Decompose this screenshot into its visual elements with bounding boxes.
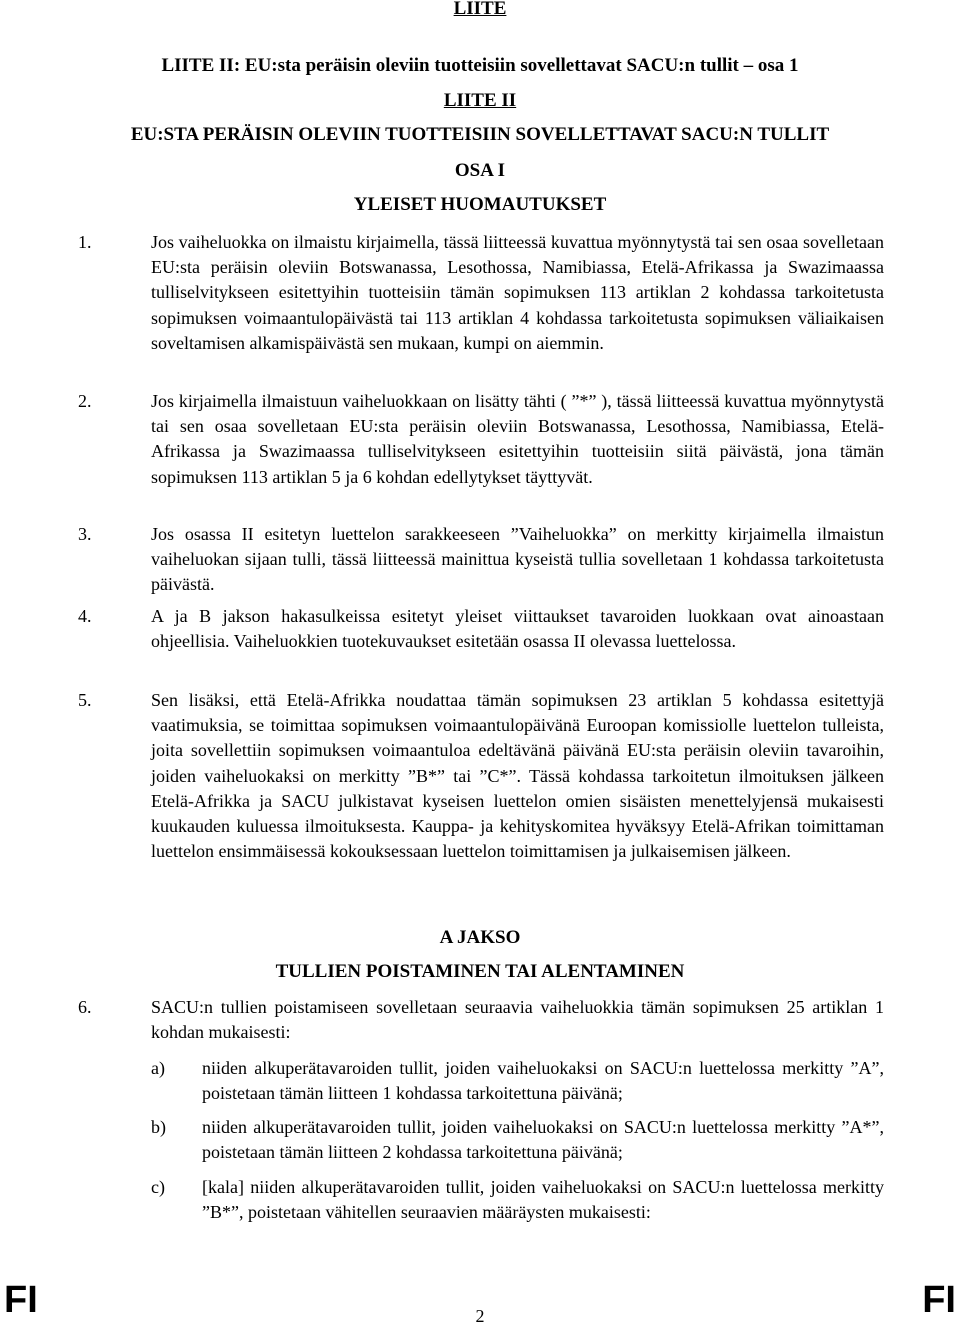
- general-notes-heading: YLEISET HUOMAUTUKSET: [353, 194, 607, 215]
- paragraph-text: SACU:n tullien poistamiseen sovelletaan seuraavia vaiheluokkia tämän sopimuksen 25 artiklan 1 kohdan mukaisesti:: [151, 997, 884, 1043]
- paragraph-5: [78, 688, 884, 864]
- list-item-text: niiden alkuperätavaroiden tullit, joiden vaiheluokaksi on SACU:n luettelossa merkitty ”A”, poistetaan tämän liitteen 1 kohdassa tarkoitettuna päivänä;: [202, 1058, 884, 1104]
- paragraph-text: Jos vaiheluokka on ilmaistu kirjaimella, tässä liitteessä kuvattua myönnytystä tai sen osaa sovelletaan EU:sta peräisin oleviin Botswanassa, Lesothossa, Namibiassa, Etelä-Afrikassa ja Swazimaassa tulliselvitykseen esitettyihin tuotteisiin tämän sopimuksen 113 artiklan 2 kohdassa tarkoitetusta sopimuksen voimaantulopäivästä tai 113 artiklan 4 kohdassa tarkoitetusta sopimuksen väliaikaisen soveltamisen alkamispäivästä sen mukaan, kumpi on aiemmin.: [151, 232, 884, 353]
- list-item-label: a): [151, 1058, 165, 1078]
- footer-language-right: FI: [922, 1279, 956, 1321]
- paragraph-2: [78, 389, 884, 490]
- section-a-subtitle: TULLIEN POISTAMINEN TAI ALENTAMINEN: [275, 961, 685, 982]
- annex-subtitle: LIITE II: EU:sta peräisin oleviin tuotteisiin sovellettavat SACU:n tullit – osa 1: [161, 55, 799, 76]
- paragraph-number: 1.: [78, 232, 92, 252]
- part-heading: OSA I: [454, 160, 506, 181]
- list-item-a: [151, 1056, 884, 1106]
- paragraph-4: [78, 604, 884, 654]
- paragraph-number: 3.: [78, 524, 92, 544]
- footer-language-left: FI: [4, 1279, 38, 1321]
- annex-ii-heading: LIITE II: [443, 90, 517, 111]
- list-item-label: c): [151, 1177, 165, 1197]
- paragraph-text: Jos osassa II esitetyn luettelon sarakkeeseen ”Vaiheluokka” on merkitty kirjaimella ilmaistun vaiheluokan sijaan tulli, tässä liitteessä mainittua kyseistä tullia sovelletaan 1 kohdassa tarkoitetusta päivästä.: [151, 524, 884, 595]
- list-item-text: niiden alkuperätavaroiden tullit, joiden vaiheluokaksi on SACU:n luettelossa merkitty ”A*”, poistetaan tämän liitteen 2 kohdassa tarkoitettuna päivänä;: [202, 1117, 884, 1163]
- annex-main-title: EU:STA PERÄISIN OLEVIIN TUOTTEISIIN SOVELLETTAVAT SACU:N TULLIT: [130, 124, 830, 145]
- paragraph-text: Jos kirjaimella ilmaistuun vaiheluokkaan on lisätty tähti ( ”*” ), tässä liitteessä kuvattua myönnytystä tai sen osaa sovelletaan EU:sta peräisin oleviin Botswanassa, Lesothossa, Namibiassa, Etelä-Afrikassa ja Swazimaassa tulliselvitykseen esitettyihin tuotteisiin siitä päivästä, jona tämän sopimuksen 113 artiklan 5 ja 6 kohdan edellytykset täyttyvät.: [151, 391, 884, 487]
- paragraph-number: 5.: [78, 690, 92, 710]
- section-a-heading: A JAKSO: [439, 927, 521, 948]
- paragraph-number: 4.: [78, 606, 92, 626]
- annex-heading: LIITE: [453, 0, 507, 19]
- list-item-c: [151, 1175, 884, 1225]
- page-number: 2: [475, 1306, 485, 1326]
- paragraph-number: 6.: [78, 997, 92, 1017]
- paragraph-6: [78, 995, 884, 1045]
- paragraph-number: 2.: [78, 391, 92, 411]
- list-item-label: b): [151, 1117, 166, 1137]
- paragraph-3: [78, 522, 884, 598]
- list-item-b: [151, 1115, 884, 1165]
- paragraph-text: A ja B jakson hakasulkeissa esitetyt yleiset viittaukset tavaroiden luokkaan ovat ainoastaan ohjeellisia. Vaiheluokkien tuotekuvaukset esitetään osassa II olevassa luettelossa.: [151, 606, 884, 652]
- paragraph-1: [78, 230, 884, 356]
- paragraph-text: Sen lisäksi, että Etelä-Afrikka noudattaa tämän sopimuksen 23 artiklan 5 kohdassa esitettyjä vaatimuksia, se toimittaa sopimuksen voimaantulopäivänä Euroopan komissiolle luettelon tulleista, joita sovellettiin sopimuksen voimaantuloa edeltävänä päivänä EU:sta peräisin oleviin tavaroihin, joiden vaiheluokaksi on merkitty ”B*” tai ”C*”. Tässä kohdassa tarkoitetun ilmoituksen jälkeen Etelä-Afrikka ja SACU julkistavat kyseisen luettelon omien sisäisten menettelyjensä mukaisesti kuukauden kuluessa ilmoituksesta. Kauppa- ja kehityskomitea hyväksyy Etelä-Afrikan toimittaman luettelon ensimmäisessä kokouksessaan luettelon toimittamisen ja julkaisemisen jälkeen.: [151, 690, 884, 862]
- list-item-text: [kala] niiden alkuperätavaroiden tullit, joiden vaiheluokaksi on SACU:n luettelossa merkitty ”B*”, poistetaan vähitellen seuraavien määräysten mukaisesti:: [202, 1177, 884, 1223]
